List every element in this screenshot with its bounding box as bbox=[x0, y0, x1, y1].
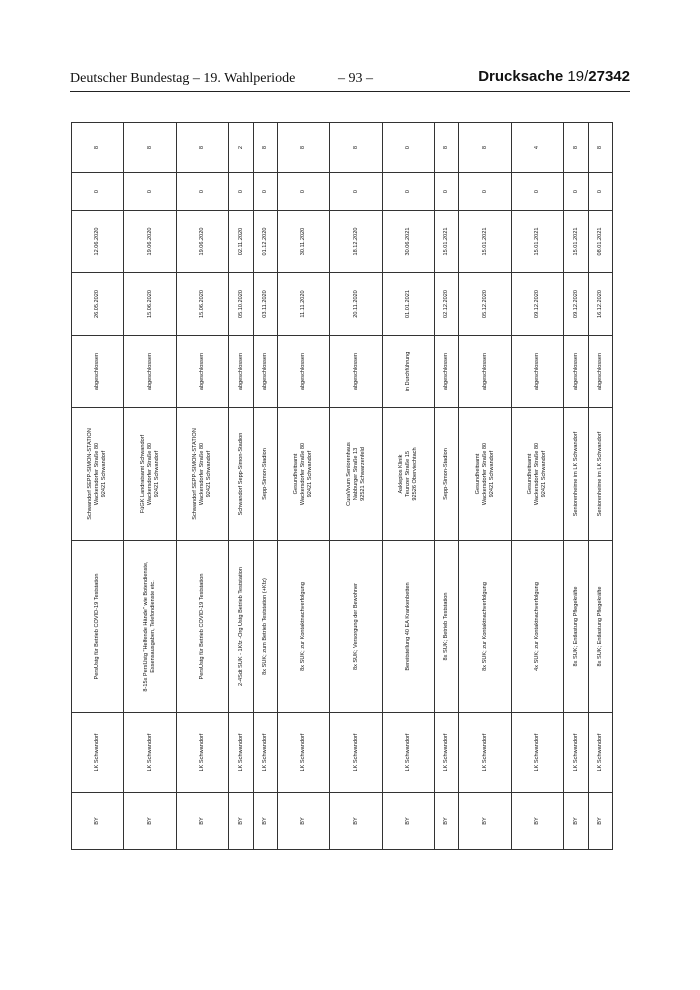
cell-ort bbox=[435, 408, 459, 541]
cell-ort-line: 92421 Schwandorf bbox=[541, 450, 548, 498]
cell-ort-line: 92421 Schwandorf bbox=[206, 450, 213, 498]
header-rule bbox=[70, 91, 630, 92]
cell-massnahme: PersUstg für Betrieb COVID-19 Teststation bbox=[176, 541, 228, 713]
table-row bbox=[72, 123, 124, 850]
cell-ort-line: Seniorenheime im LK Schwandorf bbox=[596, 431, 603, 517]
cell-kreis: LK Schwandorf bbox=[382, 713, 434, 793]
cell-massnahme: PersUstg für Betrieb COVID-19 Teststation bbox=[72, 541, 124, 713]
cell-land: BY bbox=[459, 793, 511, 850]
cell-beginn: 16.12.2020 bbox=[588, 273, 612, 336]
cell-kreis: LK Schwandorf bbox=[588, 713, 612, 793]
cell-kreis: LK Schwandorf bbox=[229, 713, 253, 793]
cell-ort-line: FüGK Landratsamt Schwandorf bbox=[139, 434, 146, 514]
cell-ort-line: Asklepios Klinik bbox=[398, 454, 405, 494]
cell-ort-line: Seniorenheime im LK Schwandorf bbox=[572, 431, 579, 517]
cell-ende: 19.06.2020 bbox=[124, 211, 176, 273]
cell-ende: 15.01.2021 bbox=[459, 211, 511, 273]
cell-ort bbox=[176, 408, 228, 541]
table-row bbox=[588, 123, 612, 850]
cell-beginn: 26.05.2020 bbox=[72, 273, 124, 336]
page-header bbox=[70, 68, 630, 90]
cell-ort bbox=[459, 408, 511, 541]
cell-ort-line: 92421 Schwandorf bbox=[101, 450, 108, 498]
cell-ende: 30.11.2020 bbox=[277, 211, 329, 273]
cell-ort-line: Wackersdorfer Straße 80 bbox=[94, 442, 101, 506]
table-row bbox=[253, 123, 277, 850]
cell-ende: 08.01.2021 bbox=[588, 211, 612, 273]
cell-n2: 8 bbox=[253, 123, 277, 173]
cell-ort bbox=[382, 408, 434, 541]
cell-status: abgeschlossen bbox=[511, 336, 563, 408]
cell-ort-line: 92421 Schwandorf bbox=[488, 450, 495, 498]
cell-n1: 0 bbox=[511, 173, 563, 211]
cell-ende: 15.01.2021 bbox=[511, 211, 563, 273]
cell-massnahme: Bereitstellung 40 EA Krankenbetten bbox=[382, 541, 434, 713]
cell-land: BY bbox=[511, 793, 563, 850]
cell-massnahme: 8x SUK; zum Betrieb Teststation (+Kfz) bbox=[253, 541, 277, 713]
table-row bbox=[564, 123, 588, 850]
cell-ort-line: 92421 Schwandorf bbox=[153, 450, 160, 498]
cell-ort bbox=[229, 408, 253, 541]
cell-beginn: 15.06.2020 bbox=[176, 273, 228, 336]
cell-ort bbox=[330, 408, 382, 541]
table-row bbox=[124, 123, 176, 850]
cell-status: in Durchführung bbox=[382, 336, 434, 408]
cell-land: BY bbox=[588, 793, 612, 850]
cell-ort bbox=[124, 408, 176, 541]
cell-n1: 0 bbox=[588, 173, 612, 211]
document-label: Drucksache bbox=[478, 68, 564, 85]
cell-beginn: 05.12.2020 bbox=[459, 273, 511, 336]
cell-status: abgeschlossen bbox=[564, 336, 588, 408]
cell-n2: 0 bbox=[382, 123, 434, 173]
cell-ort-line: Nabburger Straße 13 bbox=[352, 447, 359, 501]
cell-ort-line: 92526 Oberviechtach bbox=[412, 447, 418, 501]
cell-n2: 8 bbox=[435, 123, 459, 173]
cell-kreis: LK Schwandorf bbox=[176, 713, 228, 793]
cell-kreis: LK Schwandorf bbox=[277, 713, 329, 793]
cell-n1: 0 bbox=[459, 173, 511, 211]
cell-massnahme: 8x SUK; Entlastung Pflegekräfte bbox=[588, 541, 612, 713]
cell-status: abgeschlossen bbox=[72, 336, 124, 408]
cell-n2: 4 bbox=[511, 123, 563, 173]
cell-n2: 2 bbox=[229, 123, 253, 173]
cell-ort-line: Sepp-Simon-Stadion bbox=[443, 448, 450, 500]
cell-massnahme: 4x SUK; zur Kontaktnachverfolgung bbox=[511, 541, 563, 713]
cell-ende: 15.01.2021 bbox=[564, 211, 588, 273]
cell-land: BY bbox=[72, 793, 124, 850]
cell-beginn: 15.06.2020 bbox=[124, 273, 176, 336]
cell-status: abgeschlossen bbox=[176, 336, 228, 408]
cell-ort bbox=[72, 408, 124, 541]
cell-beginn: 05.10.2020 bbox=[229, 273, 253, 336]
cell-kreis: LK Schwandorf bbox=[124, 713, 176, 793]
cell-massnahme: 2-4Sdt SUK - 1Kfz -Org Ustg Betrieb Teststation bbox=[229, 541, 253, 713]
cell-n1: 0 bbox=[435, 173, 459, 211]
cell-kreis: LK Schwandorf bbox=[330, 713, 382, 793]
cell-ort-line: Wackersdorfer Straße 80 bbox=[534, 442, 541, 506]
cell-ort-line: Schwandorf Sepp-Simon-Stadion bbox=[237, 432, 244, 516]
cell-kreis: LK Schwandorf bbox=[459, 713, 511, 793]
cell-kreis: LK Schwandorf bbox=[435, 713, 459, 793]
cell-n1: 0 bbox=[124, 173, 176, 211]
cell-n1: 0 bbox=[564, 173, 588, 211]
cell-n2: 8 bbox=[124, 123, 176, 173]
rotated-table-frame bbox=[71, 123, 613, 850]
cell-ort-line: 92421 Schwandorf bbox=[307, 450, 314, 498]
cell-ort bbox=[277, 408, 329, 541]
cell-ende: 12.06.2020 bbox=[72, 211, 124, 273]
cell-land: BY bbox=[435, 793, 459, 850]
cell-kreis: LK Schwandorf bbox=[564, 713, 588, 793]
cell-n2: 8 bbox=[459, 123, 511, 173]
cell-ende: 15.01.2021 bbox=[435, 211, 459, 273]
page-number: – 93 – bbox=[338, 71, 373, 86]
cell-n2: 8 bbox=[72, 123, 124, 173]
table-body bbox=[72, 123, 613, 850]
cell-status: abgeschlossen bbox=[435, 336, 459, 408]
cell-status: abgeschlossen bbox=[588, 336, 612, 408]
cell-massnahme: 8x SUK; Versorgung der Bewohner bbox=[330, 541, 382, 713]
cell-status: abgeschlossen bbox=[277, 336, 329, 408]
cell-ort-line: Wackersdorfer Straße 80 bbox=[481, 442, 488, 506]
cell-ende: 01.12.2020 bbox=[253, 211, 277, 273]
cell-n1: 0 bbox=[176, 173, 228, 211]
cell-kreis: LK Schwandorf bbox=[511, 713, 563, 793]
cell-ort-line: Wackersdorfer Straße 80 bbox=[199, 442, 206, 506]
cell-ort-line: Schwandorf SEPP-SIMON-STATION bbox=[192, 428, 199, 520]
table-row bbox=[511, 123, 563, 850]
cell-beginn: 01.01.2021 bbox=[382, 273, 434, 336]
cell-ort-line: Sepp-Simon-Stadion bbox=[261, 448, 268, 500]
cell-ort-line: Gesundheitsamt bbox=[474, 453, 481, 495]
cell-land: BY bbox=[253, 793, 277, 850]
cell-status: abgeschlossen bbox=[229, 336, 253, 408]
cell-ende: 02.11.2020 bbox=[229, 211, 253, 273]
cell-ort-line: 92521 Schwarzenfeld bbox=[359, 447, 366, 501]
cell-status: abgeschlossen bbox=[459, 336, 511, 408]
cell-kreis: LK Schwandorf bbox=[72, 713, 124, 793]
table-row bbox=[459, 123, 511, 850]
cell-beginn: 09.12.2020 bbox=[564, 273, 588, 336]
table-row bbox=[435, 123, 459, 850]
cell-land: BY bbox=[229, 793, 253, 850]
measures-table bbox=[71, 122, 613, 850]
cell-massnahme: 8x SUK; Betrieb Teststation bbox=[435, 541, 459, 713]
cell-ort-line: Wackersdorfer Straße 80 bbox=[146, 442, 153, 506]
cell-ort-line: Gesundheitsamt bbox=[293, 453, 300, 495]
cell-ort-line: CuraVivum Seniorenhaus bbox=[345, 442, 352, 506]
cell-n1: 0 bbox=[72, 173, 124, 211]
cell-kreis: LK Schwandorf bbox=[253, 713, 277, 793]
table-row bbox=[382, 123, 434, 850]
cell-n2: 8 bbox=[176, 123, 228, 173]
document-number-prefix: 19/ bbox=[563, 68, 589, 85]
cell-ort bbox=[511, 408, 563, 541]
cell-n1: 0 bbox=[253, 173, 277, 211]
table-row bbox=[277, 123, 329, 850]
parliament-title: Deutscher Bundestag – 19. Wahlperiode bbox=[70, 71, 296, 86]
cell-ort bbox=[588, 408, 612, 541]
table-container bbox=[71, 123, 613, 850]
cell-status: abgeschlossen bbox=[124, 336, 176, 408]
cell-land: BY bbox=[277, 793, 329, 850]
cell-n2: 8 bbox=[564, 123, 588, 173]
cell-land: BY bbox=[382, 793, 434, 850]
cell-beginn: 20.11.2020 bbox=[330, 273, 382, 336]
cell-massnahme: 8-15x PersUstg "Helfende Hände" wie Botendienste, Essensausgaben, Telefondienste etc. bbox=[124, 541, 176, 713]
cell-ort-line: Schwandorf SEPP-SIMON-STATION bbox=[87, 428, 94, 520]
cell-status: abgeschlossen bbox=[253, 336, 277, 408]
cell-ort-line: Gesundheitsamt bbox=[527, 453, 534, 495]
cell-massnahme: 8x SUK; zur Kontaktnachverfolgung bbox=[459, 541, 511, 713]
cell-status: abgeschlossen bbox=[330, 336, 382, 408]
cell-land: BY bbox=[564, 793, 588, 850]
cell-n1: 0 bbox=[382, 173, 434, 211]
cell-massnahme: 8x SUK; zur Kontaktnachverfolgung bbox=[277, 541, 329, 713]
cell-beginn: 11.11.2020 bbox=[277, 273, 329, 336]
cell-n2: 8 bbox=[330, 123, 382, 173]
cell-beginn: 03.11.2020 bbox=[253, 273, 277, 336]
cell-ort-line: Teunzer Straße 15 bbox=[405, 450, 412, 498]
cell-n2: 8 bbox=[277, 123, 329, 173]
cell-ende: 30.06.2021 bbox=[382, 211, 434, 273]
cell-beginn: 02.12.2020 bbox=[435, 273, 459, 336]
cell-n1: 0 bbox=[229, 173, 253, 211]
cell-land: BY bbox=[124, 793, 176, 850]
document-number-suffix: 27342 bbox=[588, 68, 630, 85]
cell-land: BY bbox=[176, 793, 228, 850]
table-row bbox=[229, 123, 253, 850]
cell-ort-line: Wackersdorfer Straße 80 bbox=[300, 442, 307, 506]
cell-n2: 8 bbox=[588, 123, 612, 173]
cell-n1: 0 bbox=[330, 173, 382, 211]
document-number bbox=[478, 68, 630, 85]
cell-ende: 19.06.2020 bbox=[176, 211, 228, 273]
cell-n1: 0 bbox=[277, 173, 329, 211]
cell-land: BY bbox=[330, 793, 382, 850]
cell-ort bbox=[253, 408, 277, 541]
table-row bbox=[330, 123, 382, 850]
cell-beginn: 09.12.2020 bbox=[511, 273, 563, 336]
cell-ort bbox=[564, 408, 588, 541]
cell-massnahme: 8x SUK; Entlastung Pflegekräfte bbox=[564, 541, 588, 713]
table-row bbox=[176, 123, 228, 850]
cell-ende: 18.12.2020 bbox=[330, 211, 382, 273]
